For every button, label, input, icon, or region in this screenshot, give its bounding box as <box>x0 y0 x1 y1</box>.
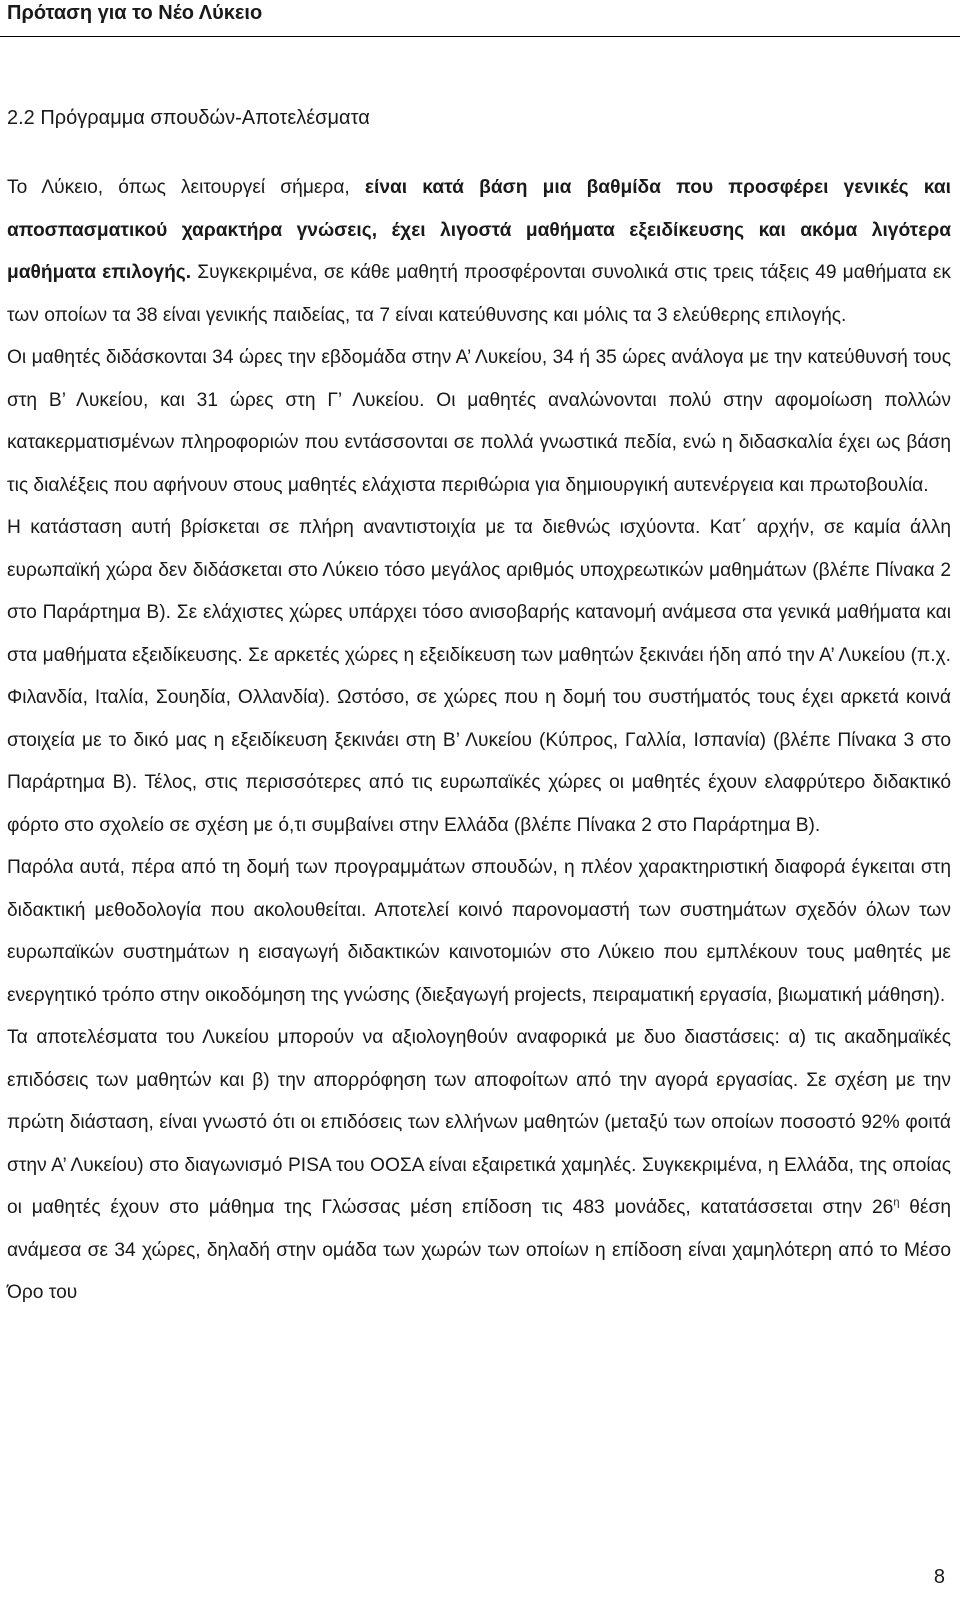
page-header <box>0 0 960 34</box>
paragraph-rest: Συγκεκριμένα, σε κάθε μαθητή προσφέρονται συνολικά στις τρεις τάξεις 49 μαθήματα εκ των οποίων τα 38 είναι γενικής παιδείας, τα 7 είναι κατεύθυνσης και μόλις τα 3 ελεύθερης επιλογής. <box>7 262 951 326</box>
paragraph: Οι μαθητές διδάσκονται 34 ώρες την εβδομάδα στην Α’ Λυκείου, 34 ή 35 ώρες ανάλογα με την κατεύθυνσή τους στη Β’ Λυκείου, και 31 ώρες στη Γ’ Λυκείου. Οι μαθητές αναλώνονται πολύ στην αφομοίωση πολλών κατακερματισμένων πληροφοριών που εντάσσονται σε πολλά γνωστικά πεδία, ενώ η διδασκαλία έχει ως βάση τις διαλέξεις που αφήνουν στους μαθητές ελάχιστα περιθώρια για δημιουργική αυτενέργεια και πρωτοβουλία. <box>7 347 951 496</box>
superscript: η <box>893 1196 900 1209</box>
paragraph: Παρόλα αυτά, πέρα από τη δομή των προγραμμάτων σπουδών, η πλέον χαρακτηριστική διαφορά έγκειται στη διδακτική μεθοδολογία που ακολουθείται. Αποτελεί κοινό παρονομαστή των συστημάτων σχεδόν όλων των ευρωπαϊκών συστημάτων η εισαγωγή διδακτικών καινοτομιών στο Λύκειο που εμπλέκουν τους μαθητές με ενεργητικό τρόπο στην οικοδόμηση της γνώσης (διεξαγωγή projects, πειραματική εργασία, βιωματική μάθηση). <box>7 857 951 1006</box>
paragraph <box>7 167 951 337</box>
header-title: Πρόταση για το Νέο Λύκειο <box>7 2 263 24</box>
header-divider <box>0 36 960 37</box>
paragraph-emphasis: είναι κατά βάση μια βαθμίδα που προσφέρει γενικές και αποσπασματικού χαρακτήρα γνώσεις, έχει λιγοστά μαθήματα εξειδίκευσης και ακόμα λιγότερα μαθήματα επιλογής. <box>7 177 951 283</box>
body-text <box>7 167 951 1315</box>
section-heading: 2.2 Πρόγραμμα σπουδών-Αποτελέσματα <box>7 107 370 129</box>
paragraph-text: θέση ανάμεσα σε 34 χώρες, δηλαδή στην ομάδα των χωρών των οποίων η επίδοση είναι χαμηλότερη από το Μέσο Όρο του <box>7 1197 951 1303</box>
paragraph-lead: Το Λύκειο, όπως λειτουργεί σήμερα, <box>7 177 365 198</box>
page-number: 8 <box>933 1566 945 1588</box>
paragraph-text: Τα αποτελέσματα του Λυκείου μπορούν να αξιολογηθούν αναφορικά με δυο διαστάσεις: α) τις ακαδημαϊκές επιδόσεις των μαθητών και β) την απορρόφηση των αποφοίτων από την αγορά εργασίας. Σε σχέση με την πρώτη διάσταση, είναι γνωστό ότι οι επιδόσεις των ελλήνων μαθητών (μεταξύ των οποίων ποσοστό 92% φοιτά στην Α’ Λυκείου) στο διαγωνισμό PISA του ΟΟΣΑ είναι εξαιρετικά χαμηλές. Συγκεκριμένα, η Ελλάδα, της οποίας οι μαθητές έχουν στο μάθημα της Γλώσσας μέση επίδοση τις 483 μονάδες, κατατάσσεται στην 26 <box>7 1027 951 1218</box>
paragraph: Η κατάσταση αυτή βρίσκεται σε πλήρη αναντιστοιχία με τα διεθνώς ισχύοντα. Κατ΄ αρχήν, σε καμία άλλη ευρωπαϊκή χώρα δεν διδάσκεται στο Λύκειο τόσο μεγάλος αριθμός υποχρεωτικών μαθημάτων (βλέπε Πίνακα 2 στο Παράρτημα Β). Σε ελάχιστες χώρες υπάρχει τόσο ανισοβαρής κατανομή ανάμεσα στα γενικά μαθήματα και στα μαθήματα εξειδίκευσης. Σε αρκετές χώρες η εξειδίκευση των μαθητών ξεκινάει ήδη από την Α’ Λυκείου (π.χ. Φιλανδία, Ιταλία, Σουηδία, Ολλανδία). Ωστόσο, σε χώρες που η δομή του συστήματός τους έχει αρκετά κοινά στοιχεία με το δικό μας η εξειδίκευση ξεκινάει στη Β’ Λυκείου (Κύπρος, Γαλλία, Ισπανία) (βλέπε Πίνακα 3 στο Παράρτημα Β). Τέλος, στις περισσότερες από τις ευρωπαϊκές χώρες οι μαθητές έχουν ελαφρύτερο διδακτικό φόρτο στο σχολείο σε σχέση με ό,τι συμβαίνει στην Ελλάδα (βλέπε Πίνακα 2 στο Παράρτημα Β). <box>7 517 951 836</box>
paragraph <box>7 1017 951 1315</box>
